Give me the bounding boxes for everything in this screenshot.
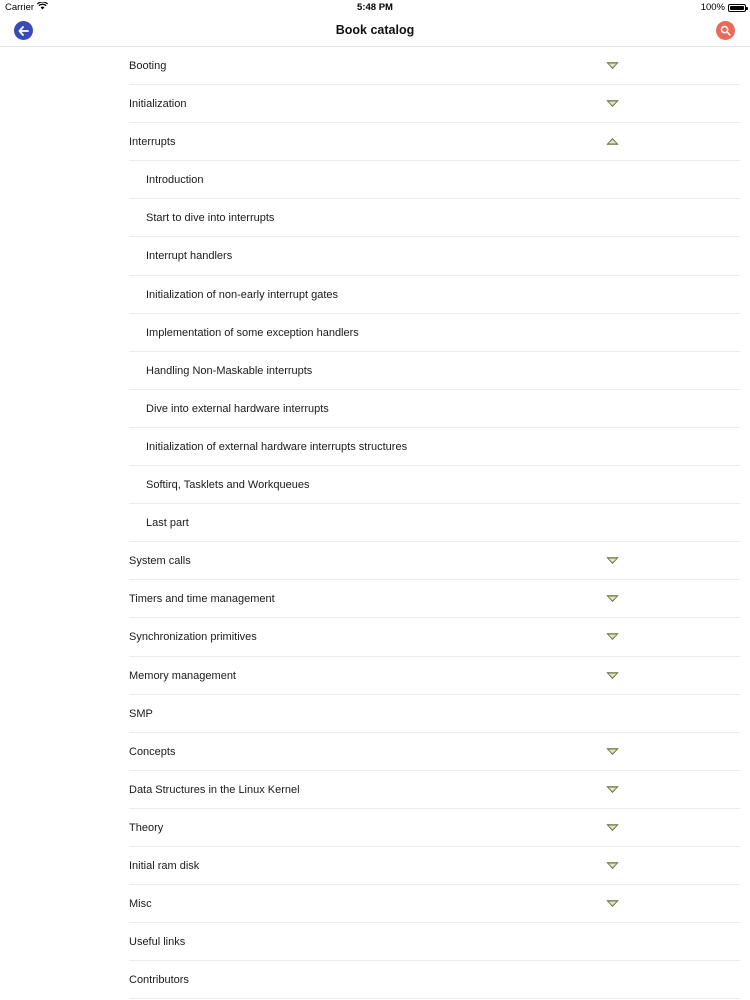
catalog-subitem[interactable]	[129, 314, 740, 352]
catalog-item-label: Dive into external hardware interrupts	[146, 402, 329, 415]
chevron-down-icon[interactable]	[606, 899, 619, 908]
catalog-item-label: Interrupts	[129, 136, 176, 149]
catalog-subitem[interactable]	[129, 276, 740, 314]
chevron-down-icon[interactable]	[606, 61, 619, 70]
catalog-item-label: System calls	[129, 555, 191, 568]
search-icon	[720, 25, 731, 36]
catalog-item-label: Theory	[129, 821, 164, 834]
catalog-item-label: Last part	[146, 517, 189, 530]
catalog-subitem[interactable]	[129, 237, 740, 275]
catalog-item[interactable]	[129, 580, 740, 618]
catalog-item[interactable]	[129, 47, 740, 85]
status-bar	[0, 0, 750, 14]
catalog-subitem[interactable]	[129, 504, 740, 542]
catalog-item-label: Initial ram disk	[129, 859, 200, 872]
catalog-item-label: Memory management	[129, 669, 236, 682]
catalog-subitem[interactable]	[129, 352, 740, 390]
chevron-down-icon[interactable]	[606, 747, 619, 756]
catalog-subitem[interactable]	[129, 199, 740, 237]
catalog-item-label: Introduction	[146, 174, 204, 187]
search-button[interactable]	[716, 21, 735, 40]
catalog-subitem[interactable]	[129, 428, 740, 466]
catalog-item-label: Softirq, Tasklets and Workqueues	[146, 479, 310, 492]
carrier-label: Carrier	[5, 2, 35, 13]
catalog-item-label: Timers and time management	[129, 593, 275, 606]
catalog-subitem[interactable]	[129, 466, 740, 504]
catalog-subitem[interactable]	[129, 390, 740, 428]
catalog-item-label: Start to dive into interrupts	[146, 212, 275, 225]
battery-icon	[728, 4, 746, 12]
catalog-item-label: Initialization	[129, 98, 187, 111]
catalog-item[interactable]	[129, 657, 740, 695]
catalog-item[interactable]	[129, 961, 740, 999]
chevron-down-icon[interactable]	[606, 632, 619, 641]
catalog-item[interactable]	[129, 618, 740, 656]
catalog-item[interactable]	[129, 923, 740, 961]
catalog-item[interactable]	[129, 733, 740, 771]
page-title: Book catalog	[335, 23, 415, 37]
catalog-item-label: Misc	[129, 898, 152, 911]
catalog-subitem[interactable]	[129, 161, 740, 199]
catalog-item[interactable]	[129, 85, 740, 123]
catalog-item-label: Handling Non-Maskable interrupts	[146, 364, 313, 377]
catalog-item-label: SMP	[129, 707, 153, 720]
chevron-down-icon[interactable]	[606, 99, 619, 108]
catalog-item-label: Data Structures in the Linux Kernel	[129, 783, 300, 796]
chevron-down-icon[interactable]	[606, 785, 619, 794]
catalog-item-label: Synchronization primitives	[129, 631, 257, 644]
status-time: 5:48 PM	[357, 2, 393, 13]
chevron-down-icon[interactable]	[606, 671, 619, 680]
catalog-item[interactable]	[129, 542, 740, 580]
catalog-item-label: Initialization of external hardware interrupts structures	[146, 440, 408, 453]
catalog-item[interactable]	[129, 771, 740, 809]
catalog-item-label: Concepts	[129, 745, 176, 758]
battery-percent: 100%	[700, 2, 725, 13]
catalog-item[interactable]	[129, 695, 740, 733]
catalog-item-label: Implementation of some exception handlers	[146, 326, 359, 339]
catalog-item-label: Useful links	[129, 936, 186, 949]
catalog-item[interactable]	[129, 809, 740, 847]
chevron-down-icon[interactable]	[606, 556, 619, 565]
catalog-item-label: Booting	[129, 60, 167, 72]
status-right	[701, 2, 746, 13]
chevron-up-icon[interactable]	[606, 137, 619, 146]
catalog-item[interactable]	[129, 847, 740, 885]
chevron-down-icon[interactable]	[606, 861, 619, 870]
chevron-down-icon[interactable]	[606, 823, 619, 832]
catalog-item[interactable]	[129, 123, 740, 161]
catalog-item[interactable]	[129, 885, 740, 923]
catalog-item-label: Contributors	[129, 974, 189, 987]
catalog-list	[129, 47, 740, 999]
catalog-item-label: Interrupt handlers	[146, 250, 233, 263]
catalog-item-label: Initialization of non-early interrupt gates	[146, 288, 338, 301]
chevron-down-icon[interactable]	[606, 594, 619, 603]
navigation-bar	[0, 14, 750, 47]
